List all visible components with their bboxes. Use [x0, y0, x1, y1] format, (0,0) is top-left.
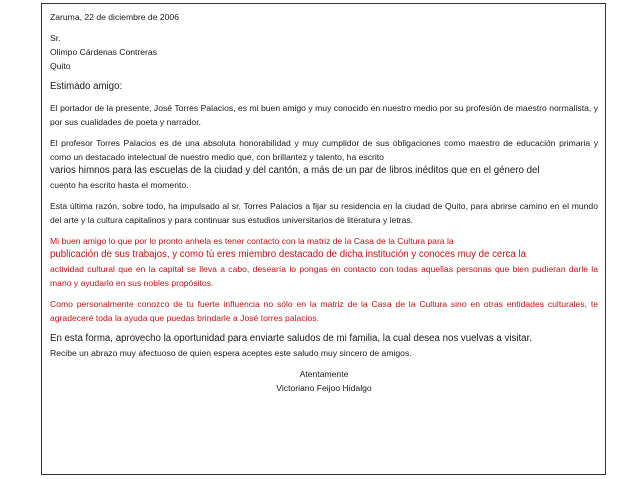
closing: Atentamente: [299, 369, 349, 379]
letter-body: [50, 10, 598, 395]
paragraph-5: Como personalmente conozco de tu fuerte influencia no sólo en la matriz de la Casa de la Cultura sino en otras entidades culturales, te agradeceré toda la ayuda que puedas brindarle a José torres palacios.: [50, 299, 598, 323]
recipient-title: Sr.: [50, 33, 61, 43]
recipient-city: Quito: [50, 61, 71, 71]
paragraph-6-part-b: Recibe un abrazo muy afectuoso de quien espera aceptes este saludo muy sincero de amigos.: [50, 348, 412, 358]
paragraph-4-part-b: publicación de sus trabajos, y como tú eres miembro destacado de dicha institución y conoces muy de cerca la: [50, 249, 527, 260]
paragraph-2-part-a: El profesor Torres Palacios es de una absoluta honorabilidad y muy cumplidor de sus obligaciones como maestro de educación primaria y como un destacado intelectual de nuestro medio que, con brillantez y talento, ha escrito: [50, 138, 598, 162]
paragraph-2-part-c: cuento ha escrito hasta el momento.: [50, 180, 189, 190]
paragraph-6-part-a: En esta forma, aprovecho la oportunidad para enviarte saludos de mi familia, la cual desea nos vuelvas a visitar.: [50, 333, 532, 344]
paragraph-2-part-b: varios himnos para las escuelas de la ciudad y del cantón, a más de un par de libros inéditos que en el género del: [50, 165, 540, 176]
paragraph-6: [50, 332, 598, 360]
signature: Victoriano Feijoo Hidalgo: [276, 383, 372, 393]
paragraph-1: El portador de la presente, José Torres Palacios, es mi buen amigo y muy conocido en nuestro medio por su profesión de maestro normalista, y por sus cualidades de poeta y narrador.: [50, 103, 598, 127]
paragraph-4-part-a: Mi buen amigo lo que por lo pronto anhela es tener contacto con la matriz de la Casa de la Cultura para la: [50, 236, 454, 246]
date-line: Zaruma, 22 de diciembre de 2006: [50, 12, 179, 22]
paragraph-4: [50, 234, 598, 290]
paragraph-3: Esta última razón, sobre todo, ha impulsado al sr. Torres Palacios a fijar su residencia en la ciudad de Quito, para abrirse camino en el mundo del arte y la cultura capitalinos y para continuar sus estudios universitarios de literatura y letras.: [50, 201, 598, 225]
paragraph-2: [50, 136, 598, 192]
recipient-name: Olimpo Cárdenas Contreras: [50, 47, 157, 57]
paragraph-4-part-c: actividad cultural que en la capital se lleva a cabo, desearía lo pongas en contacto con todas aquellas personas que bien pudieran darle la mano y ayudarlo en sus nobles propósitos.: [50, 264, 598, 288]
greeting: Estimado amigo:: [50, 81, 123, 92]
